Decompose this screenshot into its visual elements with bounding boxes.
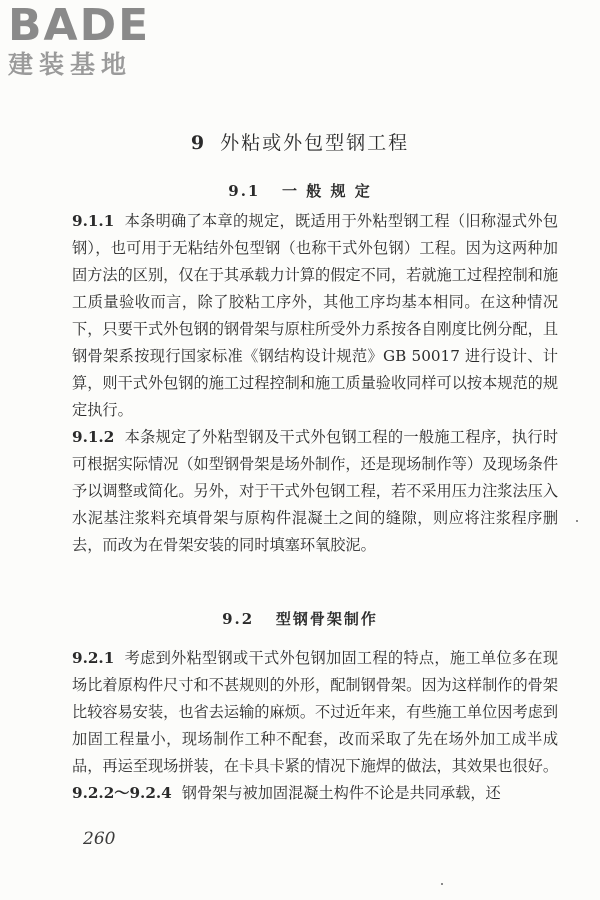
- clause-number: 9.2.2～9.2.4: [72, 784, 172, 802]
- logo: [8, 0, 178, 80]
- paragraph-9-2-2: [72, 780, 558, 807]
- section-number: 9.1: [228, 182, 261, 200]
- paragraph-text: 考虑到外粘型钢或干式外包钢加固工程的特点，施工单位多在现场比着原构件尺寸和不甚规则的外形，配制钢骨架。因为这样制作的骨架比较容易安装，也省去运输的麻烦。不过近年来，有些施工单位因考虑到加固工程量小，现场制作工种不配套，改而采取了先在场外加工成半成品，再运至现场拼装，在卡具卡紧的情况下施焊的做法，其效果也很好。: [72, 649, 558, 775]
- logo-subtitle: 建装基地: [8, 50, 133, 79]
- logo-text: BADE: [8, 0, 151, 51]
- section-name: 型钢骨架制作: [275, 610, 378, 628]
- clause-number: 9.1.2: [72, 428, 115, 446]
- paragraph-text: 本条明确了本章的规定，既适用于外粘型钢工程（旧称湿式外包钢），也可用于无粘结外包型钢（也称干式外包钢）工程。因为这两种加固方法的区别，仅在于其承载力计算的假定不同，若就施工过程控制和施工质量验收而言，除了胶粘工序外，其他工序均基本相同。在这种情况下，只要干式外包钢的钢骨架与原柱所受外力系按各自刚度比例分配，且钢骨架系按现行国家标准《钢结构设计规范》GB 50017 进行设计、计算，则干式外包钢的施工过程控制和施工质量验收同样可以按本规范的规定执行。: [72, 212, 558, 419]
- clause-number: 9.1.1: [72, 212, 115, 230]
- scan-speck: [441, 883, 443, 885]
- page-number: 260: [83, 829, 116, 849]
- paragraph-9-1-2: [72, 424, 558, 559]
- section-title-9-1: [0, 180, 600, 201]
- section-body-9-1: [72, 208, 558, 559]
- section-title-9-2: [0, 608, 600, 629]
- section-number: 9.2: [222, 610, 255, 628]
- chapter-name: 外粘或外包型钢工程: [220, 132, 410, 154]
- paragraph-text: 钢骨架与被加固混凝土构件不论是共同承载，还: [181, 784, 501, 802]
- section-body-9-2: [72, 645, 558, 807]
- clause-number: 9.2.1: [72, 649, 115, 667]
- paragraph-9-2-1: [72, 645, 558, 780]
- paragraph-text: 本条规定了外粘型钢及干式外包钢工程的一般施工程序，执行时可根据实际情况（如型钢骨架是场外制作，还是现场制作等）及现场条件予以调整或简化。另外，对于干式外包钢工程，若不采用压力注浆法压入水泥基注浆料充填骨架与原构件混凝土之间的缝隙，则应将注浆程序删去，而改为在骨架安装的同时填塞环氧胶泥。: [72, 428, 558, 554]
- paragraph-9-1-1: [72, 208, 558, 424]
- chapter-title: [0, 128, 600, 155]
- scan-speck: [576, 520, 578, 522]
- section-name: 一 般 规 定: [282, 182, 372, 200]
- chapter-number: 9: [190, 132, 207, 154]
